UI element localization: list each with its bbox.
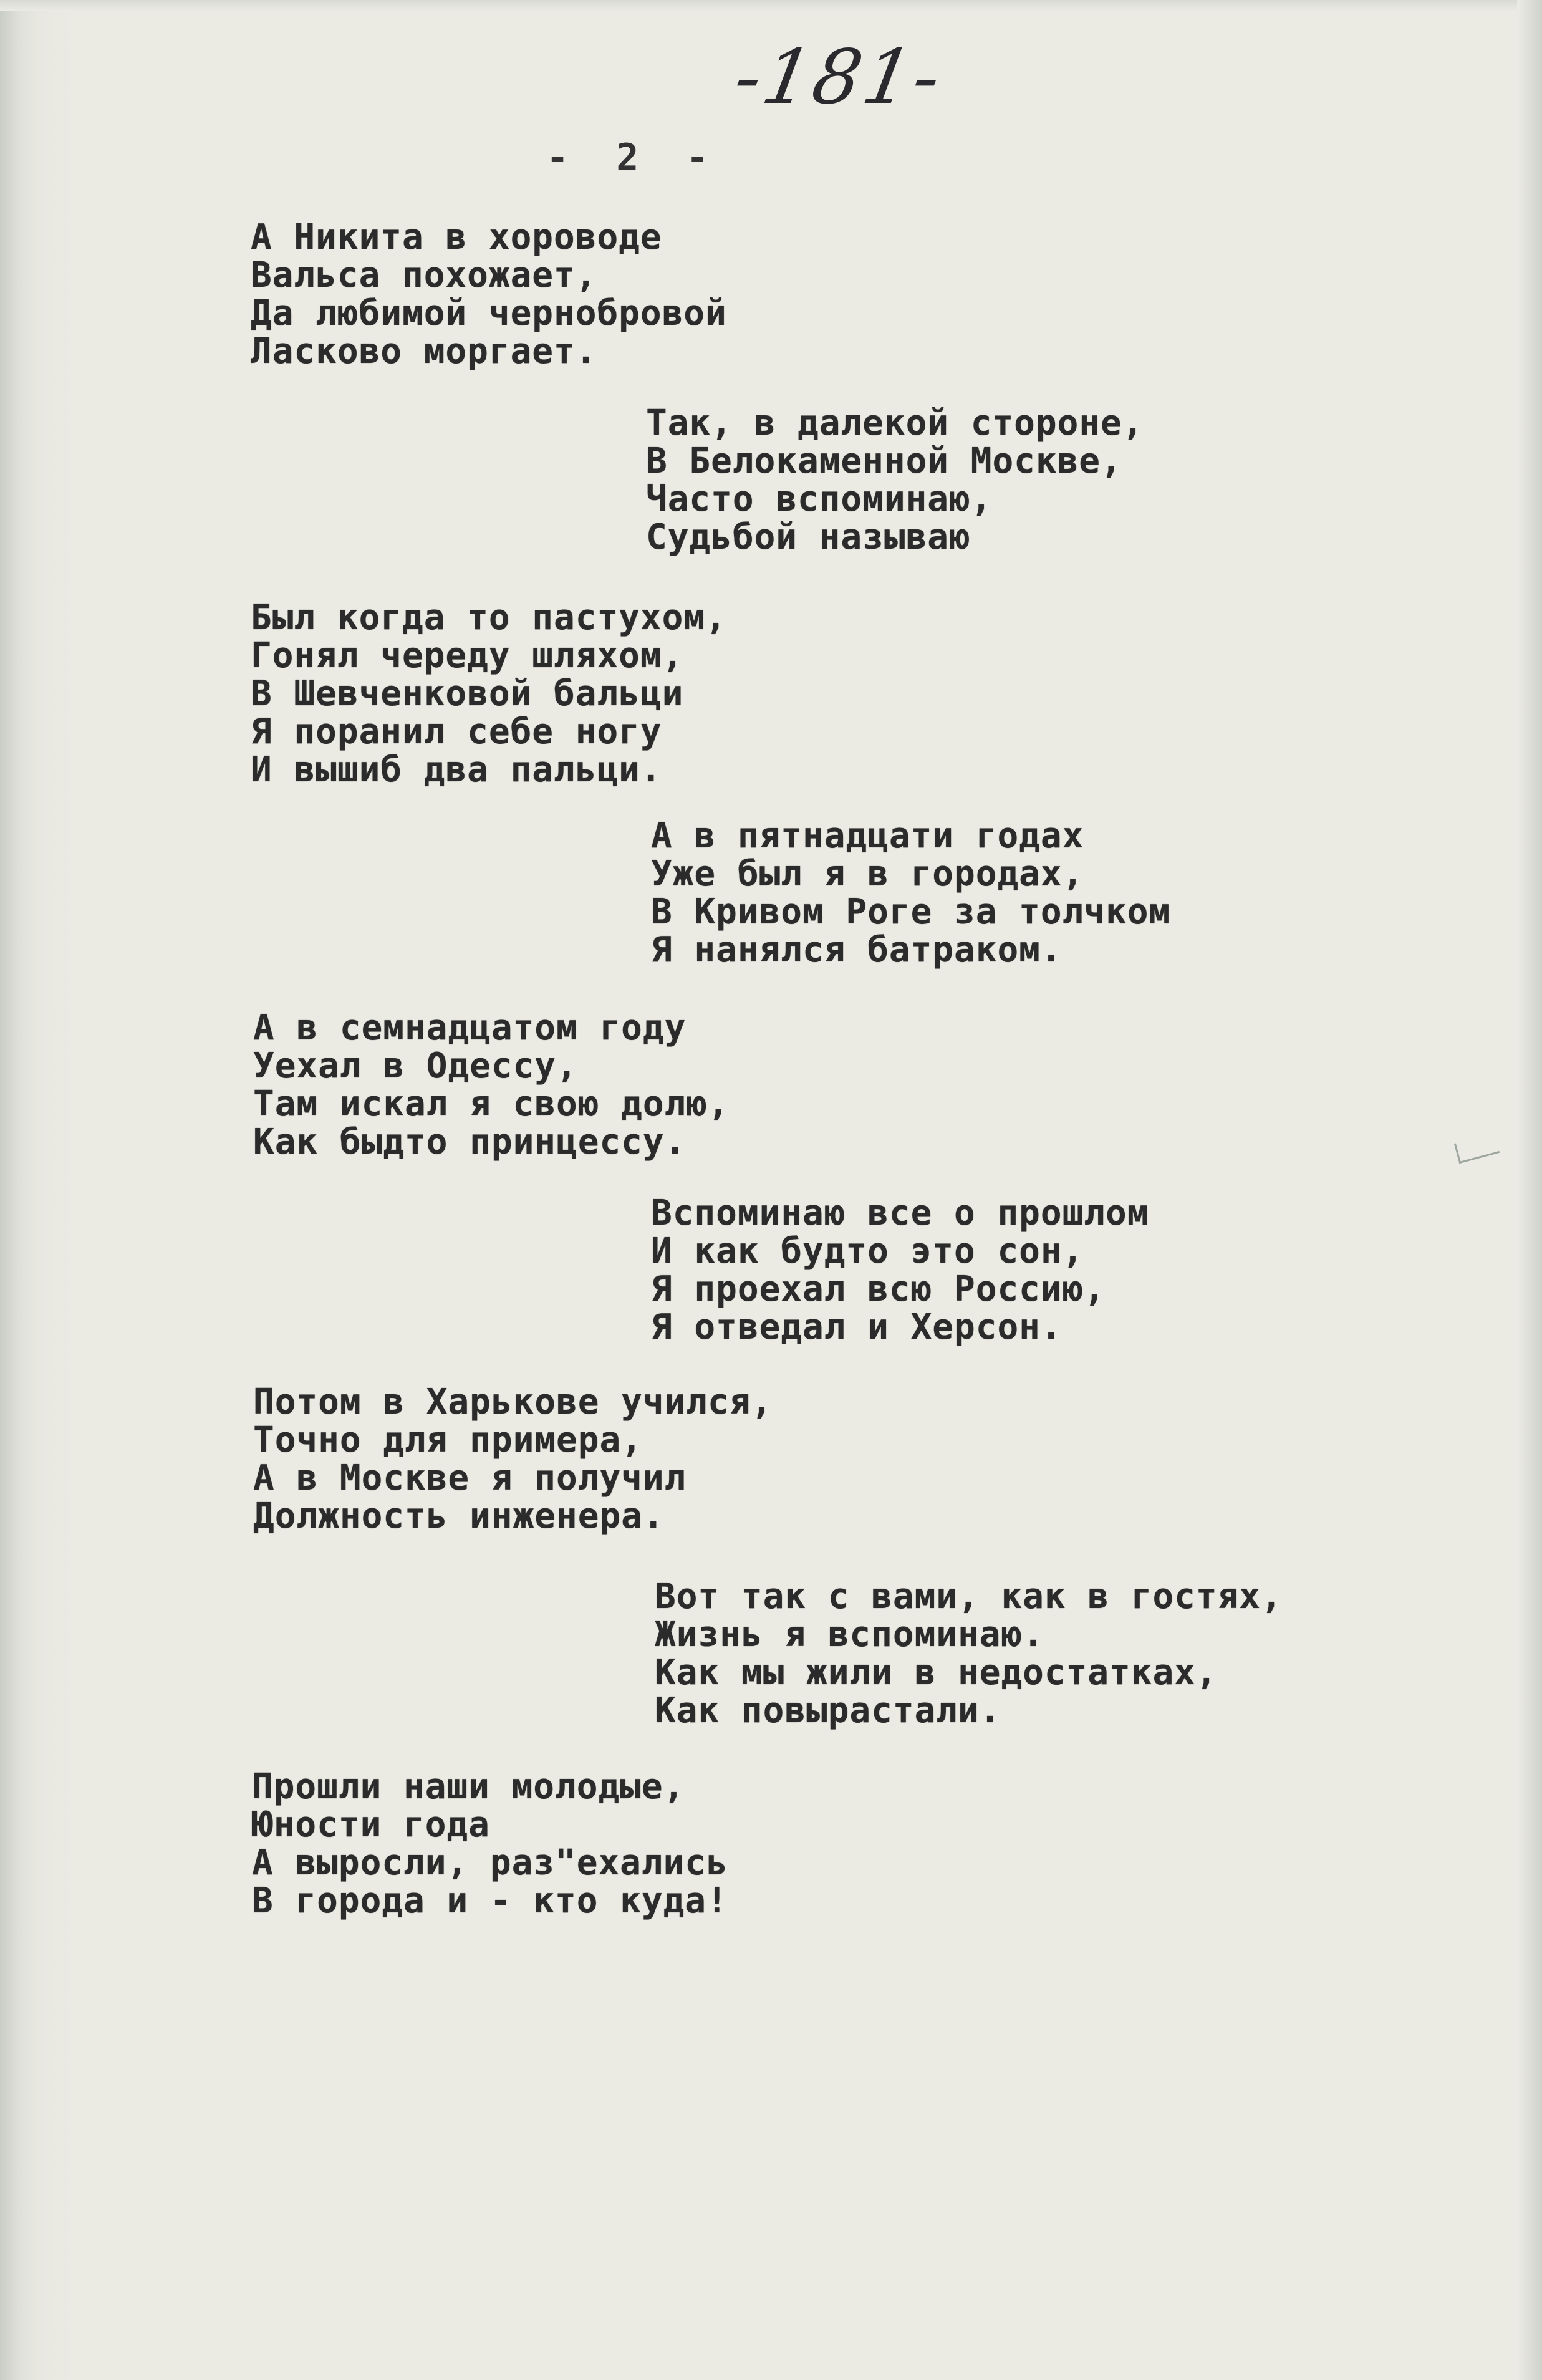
poem-line: И как будто это сон, xyxy=(651,1231,1084,1271)
poem-line: В Шевченковой бальци xyxy=(251,673,684,714)
poem-line: Я поранил себе ногу xyxy=(251,711,662,752)
stanza-7 xyxy=(253,1383,773,1535)
pencil-check-mark xyxy=(1454,1133,1500,1164)
poem-line: А в семнадцатом году xyxy=(253,1008,687,1048)
poem-line: Так, в далекой стороне, xyxy=(646,403,1144,443)
poem-line: Я отведал и Херсон. xyxy=(651,1307,1063,1347)
stanza-5 xyxy=(253,1009,730,1161)
poem-line: Должность инженера. xyxy=(253,1496,665,1536)
poem-line: Уехал в Одессу, xyxy=(253,1046,578,1086)
poem-line: А в пятнадцати годах xyxy=(651,816,1084,856)
page-right-edge xyxy=(1517,0,1542,2380)
poem-line: Я проехал всю Россию, xyxy=(651,1269,1106,1309)
poem-line: А в Москве я получил xyxy=(253,1458,687,1498)
poem-line: Потом в Харькове учился, xyxy=(253,1382,773,1422)
poem-line: В города и - кто куда! xyxy=(252,1881,728,1921)
page-number: - 2 - xyxy=(546,136,721,180)
poem-line: Гонял череду шляхом, xyxy=(251,635,684,676)
poem-line: Да любимой чернобровой xyxy=(251,293,727,334)
poem-line: Как повырастали. xyxy=(655,1690,1001,1731)
poem-line: В Кривом Роге за толчком xyxy=(651,892,1171,932)
poem-line: Уже был я в городах, xyxy=(651,854,1084,894)
stanza-6 xyxy=(651,1194,1149,1346)
poem-line: Ласково моргает. xyxy=(251,331,597,372)
stanza-4 xyxy=(651,817,1170,969)
poem-line: Как быдто принцессу. xyxy=(253,1122,687,1162)
poem-line: А выросли, раз"ехались xyxy=(252,1843,728,1883)
poem-line: Прошли наши молодые, xyxy=(252,1766,685,1807)
stanza-2 xyxy=(646,404,1144,556)
stanza-1 xyxy=(251,218,727,370)
stanza-9 xyxy=(252,1768,728,1920)
poem-line: Там искал я свою долю, xyxy=(253,1084,730,1124)
poem-line: И вышиб два пальци. xyxy=(251,749,662,790)
poem-line: Точно для примера, xyxy=(253,1420,643,1460)
poem-line: Часто вспоминаю, xyxy=(646,479,993,519)
poem-line: Судьбой называю xyxy=(646,517,971,557)
poem-line: Как мы жили в недостатках, xyxy=(655,1652,1218,1693)
stanza-3 xyxy=(251,599,727,789)
poem-line: Вальса похожает, xyxy=(251,255,597,296)
poem-line: Вот так с вами, как в гостях, xyxy=(655,1576,1283,1617)
stanza-8 xyxy=(655,1578,1283,1730)
poem-line: А Никита в хороводе xyxy=(251,217,662,258)
poem-line: Я нанялся батраком. xyxy=(651,930,1063,970)
poem-line: Жизнь я вспоминаю. xyxy=(655,1614,1044,1655)
poem-line: В Белокаменной Москве, xyxy=(646,441,1122,481)
poem-line: Вспоминаю все о прошлом xyxy=(651,1193,1149,1233)
poem-line: Юности года xyxy=(252,1804,490,1845)
page-top-edge xyxy=(0,0,1542,11)
poem-line: Был когда то пастухом, xyxy=(251,597,727,638)
archive-page-number: -181- xyxy=(728,34,950,121)
